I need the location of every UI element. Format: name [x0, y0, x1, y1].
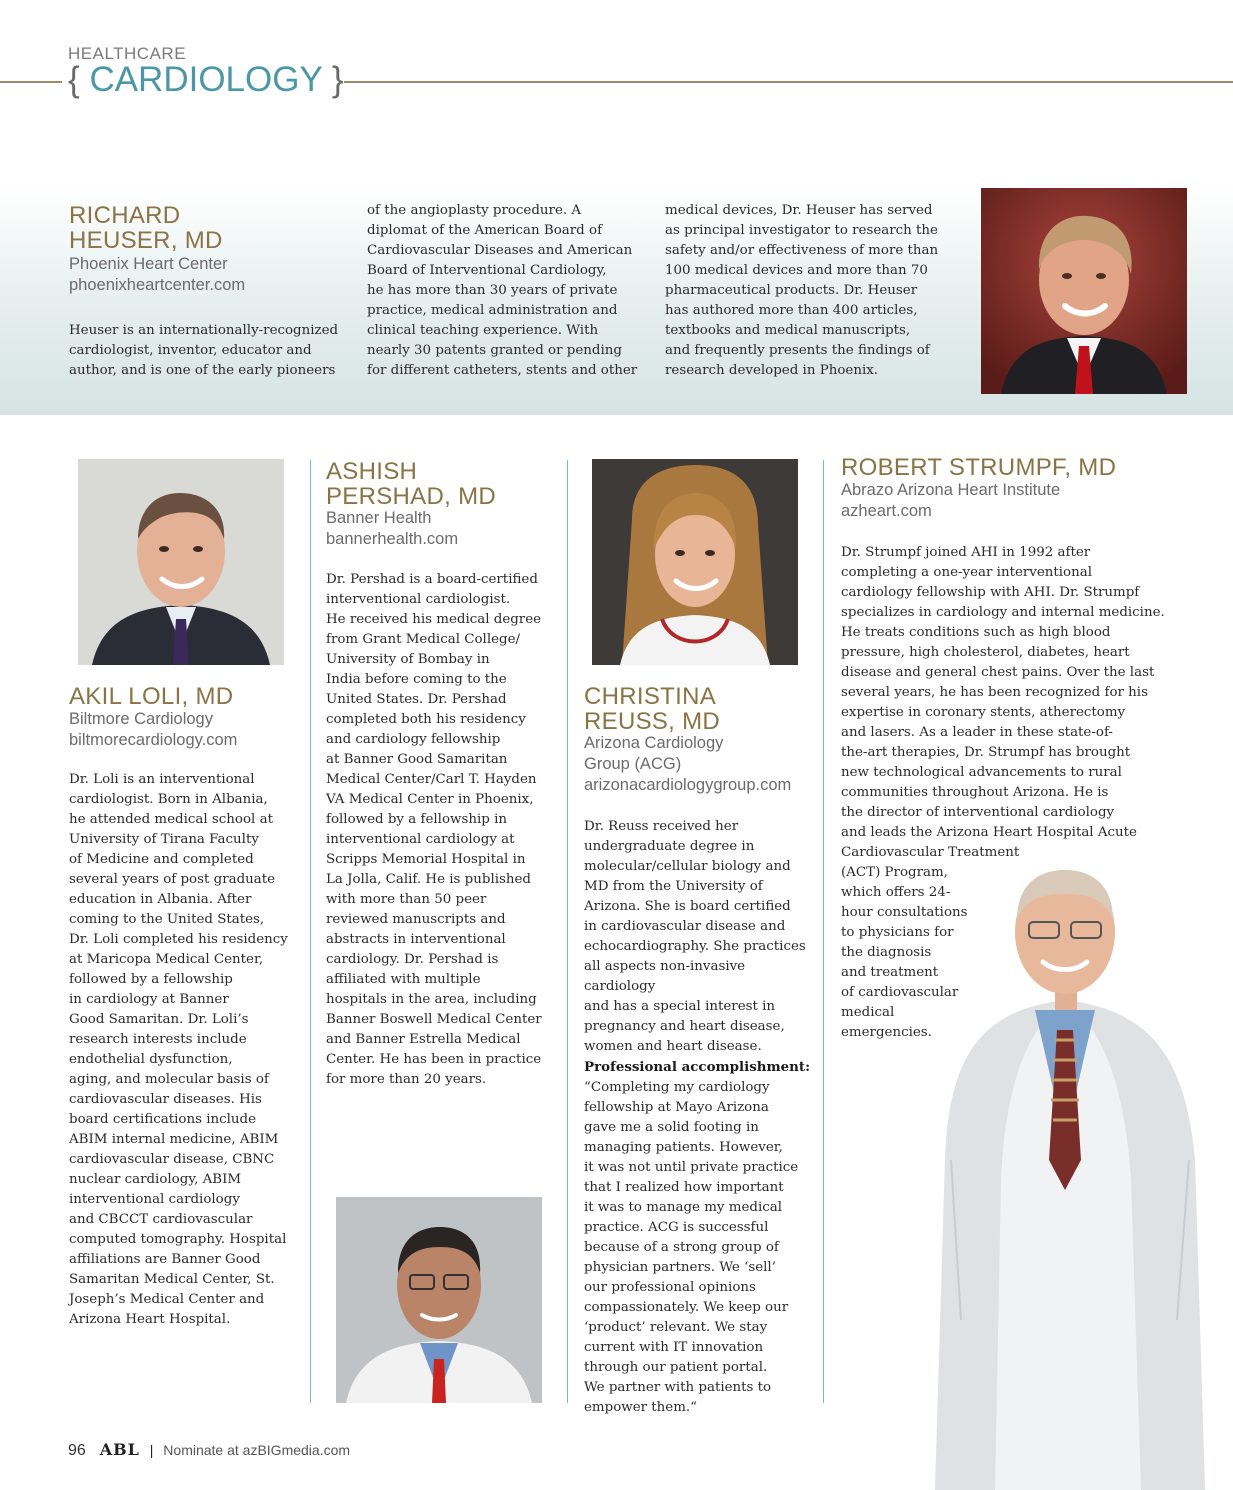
text-line: reviewed manuscripts and	[326, 912, 506, 927]
column-divider-2	[567, 460, 568, 1403]
text-line: practice, medical administration and	[367, 303, 618, 318]
text-line: affiliated with multiple	[326, 972, 481, 987]
text-line: Banner Boswell Medical Center	[326, 1012, 542, 1027]
text-line: and Banner Estrella Medical	[326, 1032, 521, 1047]
text-line: Center. He has been in practice	[326, 1052, 542, 1067]
pershad-bio	[326, 570, 562, 1090]
text-line: diplomat of the American Board of	[367, 223, 603, 238]
text-line: coming to the United States,	[69, 912, 265, 927]
text-line: clinical teaching experience. With	[367, 323, 599, 338]
loli-bio	[69, 770, 304, 1330]
text-line: and lasers. As a leader in these state-of-	[841, 725, 1113, 740]
text-line: the director of interventional cardiology	[841, 805, 1115, 820]
text-line: safety and/or effectiveness of more than	[665, 243, 939, 258]
text-line: He treats conditions such as high blood	[841, 625, 1111, 640]
text-line: pharmaceutical products. Dr. Heuser	[665, 283, 918, 298]
page-footer	[68, 1440, 350, 1460]
text-line: physician partners. We ‘sell’	[584, 1260, 776, 1275]
text-line: ABIM internal medicine, ABIM	[69, 1132, 279, 1147]
text-line: interventional cardiology	[69, 1192, 240, 1207]
text-line: in cardiology at Banner	[69, 992, 229, 1007]
heuser-bio-col3	[665, 201, 955, 381]
text-line: it was to manage my medical	[584, 1200, 782, 1215]
text-line: “Completing my cardiology	[584, 1080, 770, 1095]
text-line: pregnancy and heart disease,	[584, 1019, 785, 1034]
reuss-bio-text	[584, 817, 820, 1057]
text-line: of cardiovascular	[841, 985, 959, 1000]
text-line: our professional opinions	[584, 1280, 756, 1295]
text-line: which offers 24-	[841, 885, 951, 900]
text-line: with more than 50 peer	[326, 892, 487, 907]
text-line: education in Albania. After	[69, 892, 252, 907]
reuss-bio	[584, 817, 820, 1418]
text-line: India before coming to the	[326, 672, 507, 687]
text-line: Cardiovascular Diseases and American	[367, 243, 633, 258]
text-line: Arizona Heart Hospital.	[69, 1312, 231, 1327]
reuss-photo	[592, 459, 798, 665]
text-line: Dr. Strumpf joined AHI in 1992 after	[841, 545, 1091, 560]
strumpf-url[interactable]: azheart.com	[841, 502, 932, 520]
text-line: textbooks and medical manuscripts,	[665, 323, 911, 338]
text-line: We partner with patients to	[584, 1380, 772, 1395]
strumpf-photo	[905, 860, 1233, 1490]
text-line: cardiovascular disease, CBNC	[69, 1152, 275, 1167]
brace-open: {	[68, 60, 80, 99]
text-line: current with IT innovation	[584, 1340, 764, 1355]
text-line: nuclear cardiology, ABIM	[69, 1172, 242, 1187]
text-line: expertise in coronary stents, atherectomy	[841, 705, 1126, 720]
text-line: Joseph’s Medical Center and	[69, 1292, 265, 1307]
text-line: medical devices, Dr. Heuser has served	[665, 203, 933, 218]
text-line: new technological advancements to rural	[841, 765, 1122, 780]
text-line: Cardiovascular Treatment	[841, 845, 1020, 860]
strumpf-org: Abrazo Arizona Heart Institute azheart.com	[841, 481, 1061, 520]
text-line: and cardiology fellowship	[326, 732, 501, 747]
text-line: he has more than 30 years of private	[367, 283, 618, 298]
text-line: as principal investigator to research the	[665, 223, 938, 238]
text-line: disease and general chest pains. Over the last	[841, 665, 1155, 680]
text-line: and frequently presents the findings of	[665, 343, 930, 358]
text-line: University of Bombay in	[326, 652, 490, 667]
text-line: the-art therapies, Dr. Strumpf has brought	[841, 745, 1131, 760]
text-line: at Banner Good Samaritan	[326, 752, 508, 767]
text-line: (ACT) Program,	[841, 865, 948, 880]
reuss-name: CHRISTINA REUSS, MD	[584, 683, 721, 735]
category-title: CARDIOLOGY	[89, 60, 323, 99]
text-line: research developed in Phoenix.	[665, 363, 879, 378]
text-line: at Maricopa Medical Center,	[69, 952, 264, 967]
text-line: La Jolla, Calif. He is published	[326, 872, 532, 887]
pershad-org: Banner Health bannerhealth.com	[326, 509, 459, 548]
footer-separator: |	[149, 1442, 154, 1458]
text-line: Scripps Memorial Hospital in	[326, 852, 526, 867]
text-line: Good Samaritan. Dr. Loli’s	[69, 1012, 249, 1027]
text-line: through our patient portal.	[584, 1360, 768, 1375]
pershad-url[interactable]: bannerhealth.com	[326, 530, 459, 548]
text-line: followed by a fellowship	[69, 972, 233, 987]
text-line: of Medicine and completed	[69, 852, 254, 867]
loli-url[interactable]: biltmorecardiology.com	[69, 731, 238, 749]
text-line: medical	[841, 1005, 895, 1020]
reuss-url[interactable]: arizonacardiologygroup.com	[584, 776, 792, 794]
text-line: research interests include	[69, 1032, 247, 1047]
reuss-quote	[584, 1078, 820, 1418]
text-line: of the angioplasty procedure. A	[367, 203, 582, 218]
reuss-org: Arizona Cardiology Group (ACG) arizonacardiologygroup.com	[584, 734, 792, 794]
heuser-name: RICHARD HEUSER, MD	[69, 202, 223, 254]
text-line: pressure, high cholesterol, diabetes, heart	[841, 645, 1130, 660]
loli-photo	[78, 459, 284, 665]
text-line: completing a one-year interventional	[841, 565, 1093, 580]
text-line: has authored more than 400 articles,	[665, 303, 918, 318]
text-line: it was not until private practice	[584, 1160, 799, 1175]
column-divider-1	[310, 460, 311, 1403]
nominate-link[interactable]: Nominate at azBIGmedia.com	[163, 1442, 351, 1458]
heuser-photo	[981, 188, 1187, 394]
text-line: abstracts in interventional	[326, 932, 506, 947]
brand-logo: ABL	[99, 1440, 140, 1459]
text-line: computed tomography. Hospital	[69, 1232, 287, 1247]
text-line: cardiology. Dr. Pershad is	[326, 952, 499, 967]
text-line: all aspects non-invasive cardiology	[584, 959, 746, 994]
heuser-bio-col2	[367, 201, 652, 381]
text-line: interventional cardiology at	[326, 832, 515, 847]
page-title	[68, 60, 344, 100]
text-line: Medical Center/Carl T. Hayden	[326, 772, 537, 787]
text-line: author, and is one of the early pioneers	[69, 363, 336, 378]
text-line: interventional cardiologist.	[326, 592, 511, 607]
heuser-url[interactable]: phoenixheartcenter.com	[69, 276, 246, 294]
text-line: Dr. Loli completed his residency	[69, 932, 288, 947]
text-line: and treatment	[841, 965, 939, 980]
text-line: several years, he has been recognized for his	[841, 685, 1148, 700]
text-line: Dr. Pershad is a board-certified	[326, 572, 538, 587]
loli-name: AKIL LOLI, MD	[69, 683, 234, 710]
pershad-photo	[336, 1197, 542, 1403]
text-line: fellowship at Mayo Arizona	[584, 1100, 769, 1115]
text-line: Board of Interventional Cardiology,	[367, 263, 607, 278]
text-line: He received his medical degree	[326, 612, 542, 627]
text-line: molecular/cellular biology and	[584, 859, 791, 874]
text-line: the diagnosis	[841, 945, 932, 960]
text-line: aging, and molecular basis of	[69, 1072, 269, 1087]
text-line: endothelial dysfunction,	[69, 1052, 233, 1067]
text-line: Arizona. She is board certified	[584, 899, 791, 914]
text-line: Dr. Reuss received her	[584, 819, 739, 834]
text-line: hour consultations	[841, 905, 968, 920]
text-line: cardiologist, inventor, educator and	[69, 343, 312, 358]
text-line: affiliations are Banner Good	[69, 1252, 261, 1267]
header-rule-right	[344, 81, 1233, 83]
text-line: University of Tirana Faculty	[69, 832, 259, 847]
text-line: for different catheters, stents and other	[367, 363, 638, 378]
text-line: specializes in cardiology and internal medicine.	[841, 605, 1165, 620]
text-line: for more than 20 years.	[326, 1072, 487, 1087]
strumpf-name: ROBERT STRUMPF, MD	[841, 454, 1117, 481]
text-line: compassionately. We keep our	[584, 1300, 789, 1315]
text-line: nearly 30 patents granted or pending	[367, 343, 622, 358]
text-line: that I realized how important	[584, 1180, 784, 1195]
text-line: Samaritan Medical Center, St.	[69, 1272, 275, 1287]
text-line: because of a strong group of	[584, 1240, 779, 1255]
text-line: communities throughout Arizona. He is	[841, 785, 1109, 800]
text-line: cardiology fellowship with AHI. Dr. Strumpf	[841, 585, 1140, 600]
text-line: cardiovascular diseases. His	[69, 1092, 262, 1107]
column-divider-3	[823, 460, 824, 1403]
brace-close: }	[331, 60, 344, 99]
text-line: he attended medical school at	[69, 812, 273, 827]
text-line: to physicians for	[841, 925, 954, 940]
reuss-accomplishment-label: Professional accomplishment:	[584, 1059, 811, 1075]
pershad-name: ASHISH PERSHAD, MD	[326, 458, 496, 510]
text-line: Dr. Loli is an interventional	[69, 772, 255, 787]
section-label: HEALTHCARE	[68, 44, 187, 63]
text-line: empower them.“	[584, 1400, 698, 1415]
heuser-bio-col1	[69, 321, 354, 381]
text-line: echocardiography. She practices	[584, 939, 806, 954]
text-line: emergencies.	[841, 1025, 932, 1040]
text-line: undergraduate degree in	[584, 839, 755, 854]
text-line: hospitals in the area, including	[326, 992, 537, 1007]
text-line: and has a special interest in	[584, 999, 776, 1014]
text-line: and CBCCT cardiovascular	[69, 1212, 253, 1227]
header-rule-left	[0, 81, 62, 83]
text-line: followed by a fellowship in	[326, 812, 507, 827]
text-line: board certifications include	[69, 1112, 257, 1127]
text-line: and leads the Arizona Heart Hospital Acute	[841, 825, 1137, 840]
text-line: cardiologist. Born in Albania,	[69, 792, 268, 807]
text-line: managing patients. However,	[584, 1140, 783, 1155]
text-line: gave me a solid footing in	[584, 1120, 759, 1135]
text-line: in cardiovascular disease and	[584, 919, 786, 934]
text-line: women and heart disease.	[584, 1039, 762, 1054]
text-line: from Grant Medical College/	[326, 632, 521, 647]
heuser-org: Phoenix Heart Center phoenixheartcenter.com	[69, 255, 246, 294]
text-line: VA Medical Center in Phoenix,	[326, 792, 534, 807]
page-number: 96	[68, 1442, 86, 1459]
text-line: completed both his residency	[326, 712, 526, 727]
text-line: Heuser is an internationally-recognized	[69, 323, 339, 338]
text-line: 100 medical devices and more than 70	[665, 263, 928, 278]
text-line: United States. Dr. Pershad	[326, 692, 507, 707]
loli-org: Biltmore Cardiology biltmorecardiology.com	[69, 710, 238, 749]
text-line: several years of post graduate	[69, 872, 276, 887]
text-line: practice. ACG is successful	[584, 1220, 769, 1235]
text-line: MD from the University of	[584, 879, 763, 894]
text-line: ‘product’ relevant. We stay	[584, 1320, 768, 1335]
